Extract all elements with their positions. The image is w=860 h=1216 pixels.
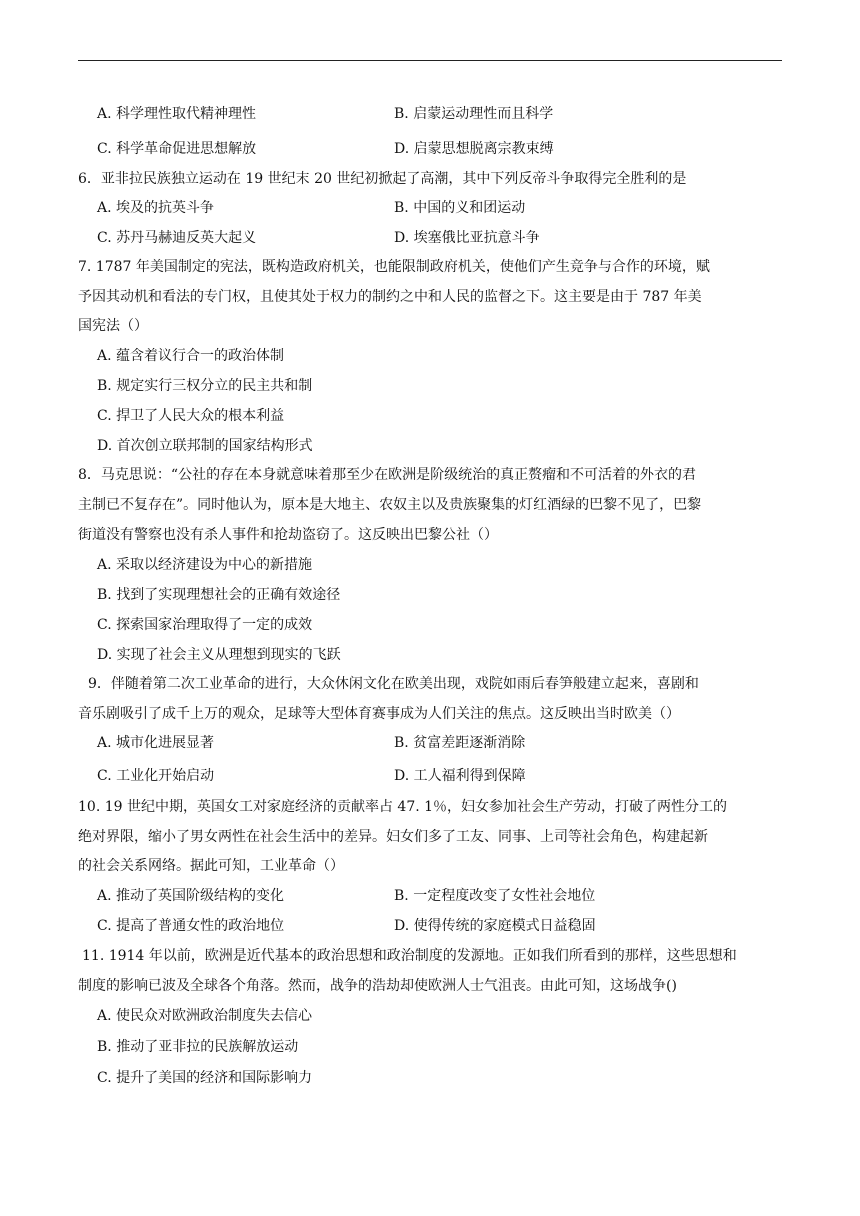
q9-option-c: C. 工业化开始启动 bbox=[97, 768, 215, 784]
q9-options-row2 bbox=[97, 767, 777, 785]
q7-option-c: C. 捍卫了人民大众的根本利益 bbox=[97, 408, 285, 424]
q10-options-row1 bbox=[97, 887, 777, 905]
q8-option-b: B. 找到了实现理想社会的正确有效途径 bbox=[97, 587, 341, 603]
q9-stem-line2: 音乐剧吸引了成千上万的观众，足球等大型体育赛事成为人们关注的焦点。这反映出当时欧美（） bbox=[78, 706, 680, 722]
q5-option-c: C. 科学革命促进思想解放 bbox=[97, 141, 257, 157]
q7-option-b: B. 规定实行三权分立的民主共和制 bbox=[97, 378, 313, 394]
q7-stem-line3: 国宪法（） bbox=[78, 318, 148, 334]
q6-options-row1 bbox=[97, 199, 777, 217]
q5-option-a: A. 科学理性取代精神理性 bbox=[97, 106, 257, 122]
q5-options-row2 bbox=[97, 140, 777, 158]
q10-option-b: B. 一定程度改变了女性社会地位 bbox=[394, 888, 596, 904]
q11-option-a: A. 使民众对欧洲政治制度失去信心 bbox=[97, 1008, 313, 1024]
q7-option-a: A. 蕴含着议行合一的政治体制 bbox=[97, 348, 285, 364]
q11-stem-line2: 制度的影响已波及全球各个角落。然而，战争的浩劫却使欧洲人士气沮丧。由此可知，这场战争() bbox=[78, 978, 677, 994]
q10-option-c: C. 提高了普通女性的政治地位 bbox=[97, 918, 285, 934]
q6-options-row2 bbox=[97, 229, 777, 247]
q10-options-row2 bbox=[97, 917, 777, 935]
q8-option-a: A. 采取以经济建设为中心的新措施 bbox=[97, 557, 313, 573]
q9-stem-line1: 9．伴随着第二次工业革命的进行，大众休闲文化在欧美出现，戏院如雨后春笋般建立起来，喜剧和 bbox=[88, 676, 699, 692]
q8-option-d: D. 实现了社会主义从理想到现实的飞跃 bbox=[97, 647, 341, 663]
q8-stem-line1: 8．马克思说：“公社的存在本身就意味着那至少在欧洲是阶级统治的真正赘瘤和不可活着的外衣的君 bbox=[78, 467, 697, 483]
q9-options-row1 bbox=[97, 734, 777, 752]
q7-stem-line2: 予因其动机和看法的专门权，且使其处于权力的制约之中和人民的监督之下。这主要是由于 787 年美 bbox=[78, 289, 702, 305]
q8-stem-line2: 主制已不复存在”。同时他认为，原本是大地主、农奴主以及贵族聚集的灯红酒绿的巴黎不见了，巴黎 bbox=[78, 497, 702, 513]
q10-stem-line1: 10. 19 世纪中期，英国女工对家庭经济的贡献率占 47. 1％，妇女参加社会生产劳动，打破了两性分工的 bbox=[78, 799, 728, 815]
q6-option-b: B. 中国的义和团运动 bbox=[394, 200, 526, 216]
q6-option-d: D. 埃塞俄比亚抗意斗争 bbox=[394, 230, 540, 246]
q10-stem-line3: 的社会关系网络。据此可知，工业革命（） bbox=[78, 858, 344, 874]
q11-stem-line1: 11. 1914 年以前，欧洲是近代基本的政治思想和政治制度的发源地。正如我们所看到的那样，这些思想和 bbox=[82, 948, 737, 964]
q9-option-a: A. 城市化进展显著 bbox=[97, 735, 215, 751]
header-rule bbox=[78, 60, 782, 61]
q9-option-b: B. 贫富差距逐渐消除 bbox=[394, 735, 526, 751]
q8-stem-line3: 街道没有警察也没有杀人事件和抢劫盗窃了。这反映出巴黎公社（） bbox=[78, 527, 498, 543]
q10-option-a: A. 推动了英国阶级结构的变化 bbox=[97, 888, 285, 904]
q6-option-c: C. 苏丹马赫迪反英大起义 bbox=[97, 230, 257, 246]
q8-option-c: C. 探索国家治理取得了一定的成效 bbox=[97, 617, 313, 633]
q10-stem-line2: 绝对界限，缩小了男女两性在社会生活中的差异。妇女们多了工友、同事、上司等社会角色，构建起新 bbox=[78, 829, 708, 845]
q5-options-row1 bbox=[97, 105, 777, 123]
q6-stem: 6．亚非拉民族独立运动在 19 世纪末 20 世纪初掀起了高潮，其中下列反帝斗争取得完全胜利的是 bbox=[78, 171, 687, 187]
q5-option-b: B. 启蒙运动理性而且科学 bbox=[394, 106, 554, 122]
q6-option-a: A. 埃及的抗英斗争 bbox=[97, 200, 215, 216]
q11-option-b: B. 推动了亚非拉的民族解放运动 bbox=[97, 1039, 299, 1055]
q10-option-d: D. 使得传统的家庭模式日益稳固 bbox=[394, 918, 596, 934]
q11-option-c: C. 提升了美国的经济和国际影响力 bbox=[97, 1070, 313, 1086]
q7-stem-line1: 7. 1787 年美国制定的宪法，既构造政府机关，也能限制政府机关，使他们产生竞争与合作的环境，赋 bbox=[78, 259, 710, 275]
q5-option-d: D. 启蒙思想脱离宗教束缚 bbox=[394, 141, 554, 157]
q7-option-d: D. 首次创立联邦制的国家结构形式 bbox=[97, 438, 313, 454]
q9-option-d: D. 工人福利得到保障 bbox=[394, 768, 526, 784]
